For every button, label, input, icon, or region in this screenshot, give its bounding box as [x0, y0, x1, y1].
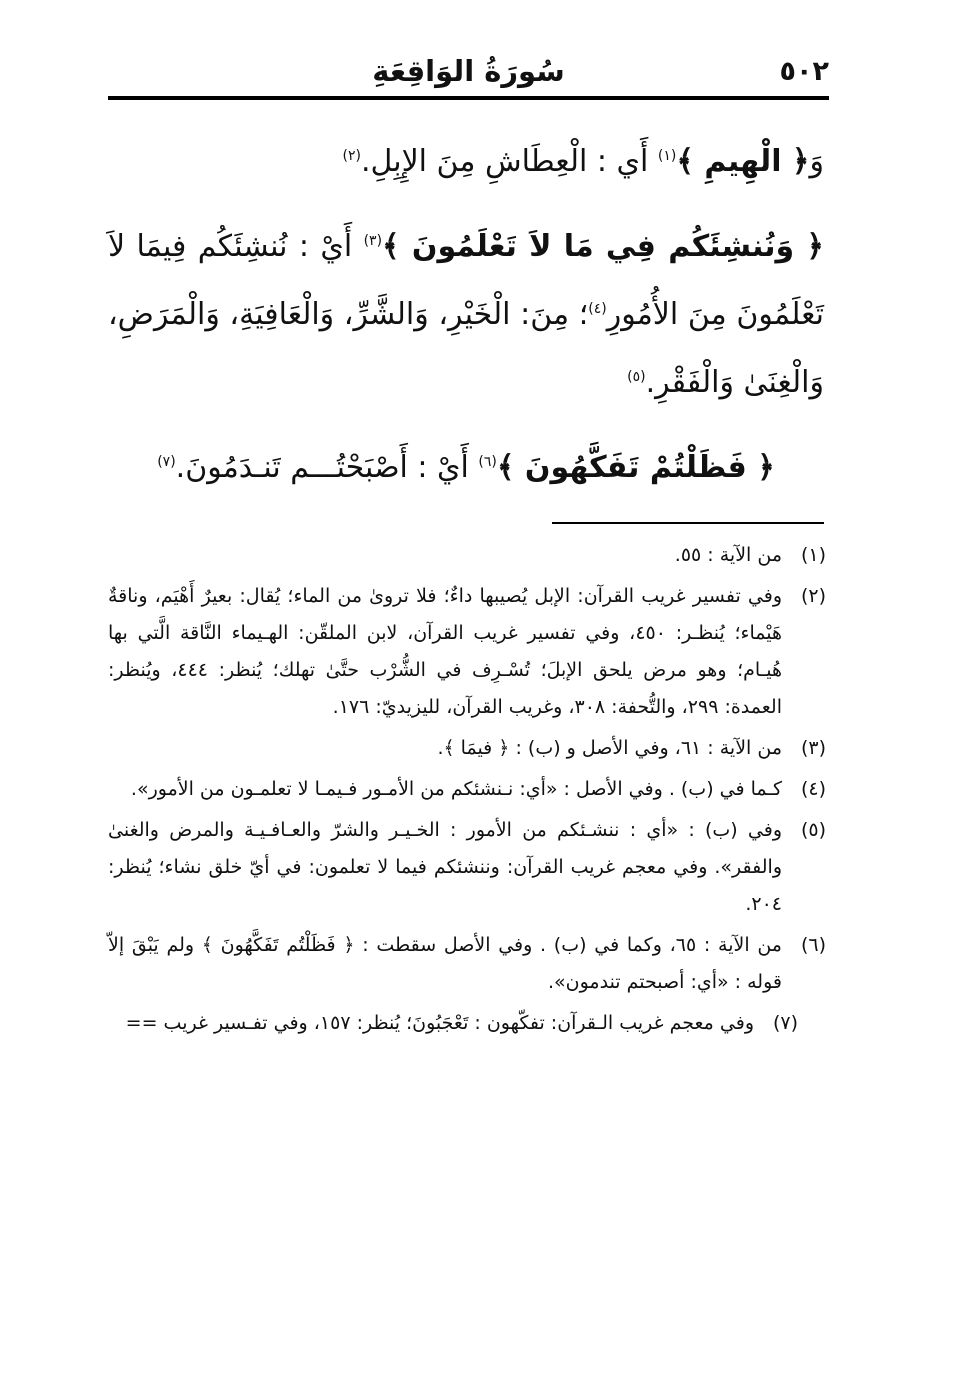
quran-quote: ﴿ الْهِيمِ ﴾ — [676, 144, 810, 179]
footnote-text: من الآية : ٦٥، وكما في (ب) . وفي الأصل سقطت : ﴿ فَظَلْتُم تَفَكَّهُونَ ﴾ ولم يَبْقَ إلاّ قوله : «أي: أصبحتم تندمون». — [108, 934, 782, 993]
footnote-text: وفي (ب) : «أي : ننشـئكم من الأمور : الخـيـر والشرّ والعـافـيـة والمرض والغنىٰ والفقر». وفي معجم غريب القرآن: وننشئكم فيما لا تعلمون: في أيّ خلق نشاء؛ يُنظر: ٢٠٤. — [108, 819, 782, 915]
footnote-ref: (٥) — [627, 369, 646, 385]
footnote-number: (٧) — [772, 1012, 798, 1034]
verse-explanation: أَي : الْعِطَاشِ مِنَ الإِبِلِ. — [360, 144, 658, 179]
main-text — [108, 126, 824, 516]
footnote-text: وفي تفسير غريب القرآن: الإبل يُصيبها داءٌ؛ فلا تروىٰ من الماء؛ يُقال: بعيرٌ أَهْيَم، وناقةٌ هَيْماء؛ يُنظـر: ٤٥٠، وفي تفسير غريب القرآن، لابن الملقّن: الهـيماء النَّاقة الَّتي بها هُيـام؛ وهو مرض يلحق الإبلَ؛ تُسْـرِف في الشُّرْب حتَّىٰ تهلك؛ يُنظر: ٤٤٤، ويُنظر: العمدة: ٢٩٩، والتُّحفة: ٣٠٨، وغريب القرآن، لليزيديّ: ١٧٦. — [108, 585, 783, 718]
footnote-ref: (٣) — [363, 233, 383, 249]
quran-quote: ﴿ فَظَلْتُمْ تَفَكَّهُونَ ﴾ — [496, 450, 775, 485]
verse-paragraph-1 — [108, 126, 824, 192]
footnote-number: (٦) — [800, 934, 826, 956]
verse-prefix: وَ — [809, 144, 824, 179]
footnote-ref: (٦) — [478, 454, 497, 470]
footnote-number: (٢) — [800, 585, 826, 607]
footnote-number: (٣) — [800, 737, 826, 759]
footnote-6 — [108, 927, 826, 1001]
surah-title: سُورَةُ الوَاقِعَةِ — [372, 54, 565, 88]
footnote-text: كـما في (ب) . وفي الأصل : «أي: نـنشئكم من الأمـور فـيمـا لا تعلمـون من الأمور». — [130, 778, 782, 800]
footnote-2 — [108, 578, 826, 726]
footnote-5 — [108, 812, 826, 923]
footnote-number: (٥) — [800, 819, 826, 841]
verse-explanation: أَيْ : أَصْبَحْتُـــم تَنـدَمُونَ. — [175, 450, 479, 485]
verse-paragraph-3 — [108, 432, 824, 498]
footnote-text: من الآية : ٦١، وفي الأصل و (ب) : ﴿ فيمَا ﴾. — [437, 737, 782, 759]
footnotes — [108, 537, 826, 1046]
running-header — [108, 52, 829, 94]
page-number: ٥٠٢ — [779, 56, 829, 87]
footnote-4 — [108, 771, 826, 808]
verse-explanation: أَيْ : نُنشِئَكُم فِيمَا لاَ تَعْلَمُونَ مِنَ الأُمُورِ — [108, 229, 824, 332]
footnote-ref: (١) — [657, 148, 677, 164]
footnote-text: من الآية : ٥٥. — [674, 544, 782, 566]
footnote-ref: (٢) — [342, 148, 361, 164]
footnote-number: (٤) — [800, 778, 826, 800]
header-rule — [108, 96, 829, 100]
quran-quote: ﴿ وَنُنشِئَكُم فِي مَا لاَ تَعْلَمُونَ ﴾ — [382, 229, 824, 264]
footnote-ref: (٧) — [157, 454, 176, 470]
verse-paragraph-2 — [108, 210, 824, 414]
footnote-number: (١) — [800, 544, 826, 566]
footnote-separator — [552, 522, 824, 524]
footnote-7 — [80, 1005, 798, 1042]
footnote-1 — [108, 537, 826, 574]
footnote-ref: (٤) — [588, 301, 607, 317]
verse-explanation-cont: ؛ مِنَ: الْخَيْرِ، وَالشَّرِّ، وَالْعَافِيَةِ، وَالْمَرَضِ، وَالْغِنَىٰ وَالْفَقْرِ. — [108, 297, 824, 400]
footnote-text: وفي معجم غريب الـقرآن: تفكّهون : تَعْجَبُونَ؛ يُنظر: ١٥٧، وفي تفـسير غريب == — [125, 1012, 754, 1034]
footnote-3 — [108, 730, 826, 767]
